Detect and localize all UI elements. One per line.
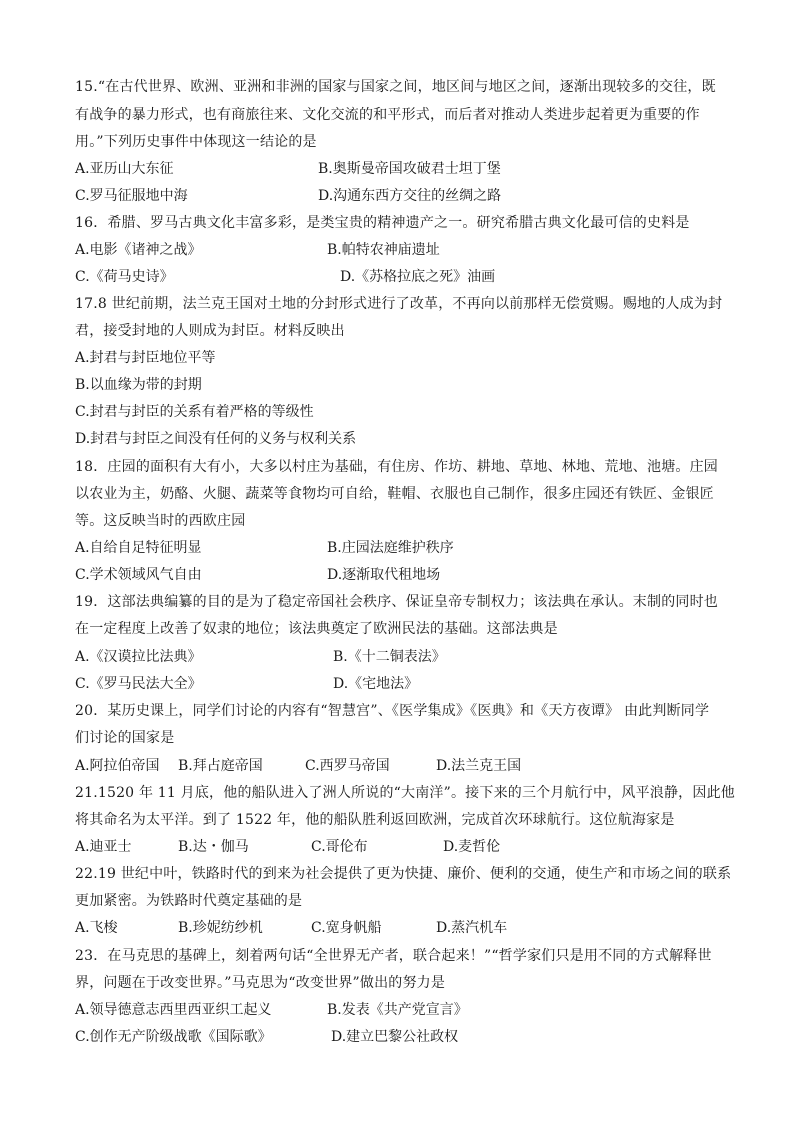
question-17-option-d: D.封君与封臣之间没有任何的义务与权利关系 xyxy=(75,431,357,447)
question-18-option-c: C.学术领域风气自由 xyxy=(75,567,202,583)
question-15-option-b: B.奥斯曼帝国攻破君士坦丁堡 xyxy=(318,161,501,177)
question-20-option-d: D.法兰克王国 xyxy=(436,758,522,774)
question-18-option-d: D.逐渐取代租地场 xyxy=(327,567,441,583)
question-23-option-c: C.创作无产阶级战歌《国际歌》 xyxy=(75,1029,272,1045)
question-23-stem-line-2: 界，问题在于改变世界。”马克思为“改变世界”做出的努力是 xyxy=(75,975,446,991)
question-21-stem-line-2: 将其命名为太平洋。到了 1522 年，他的船队胜利返回欧洲，完成首次环球航行。这位航海家是 xyxy=(75,812,675,828)
question-21-option-a: A.迪亚士 xyxy=(75,839,132,855)
question-15-stem-line-1: 15.“在古代世界、欧洲、亚洲和非洲的国家与国家之间，地区间与地区之间，逐渐出现较多的交往，既 xyxy=(75,79,716,95)
question-22-option-b: B.珍妮纺纱机 xyxy=(178,920,263,936)
question-21-option-d: D.麦哲伦 xyxy=(443,839,501,855)
question-19-option-d: D.《宅地法》 xyxy=(333,676,419,692)
question-21-option-b: B.达・伽马 xyxy=(178,839,249,855)
question-17-stem-line-1: 17.8 世纪前期，法兰克王国对土地的分封形式进行了改革，不再向以前那样无偿赏赐。赐地的人成为封 xyxy=(75,296,723,312)
question-20-option-c: C.西罗马帝国 xyxy=(305,758,390,774)
question-23-option-a: A.领导德意志西里西亚织工起义 xyxy=(75,1002,272,1018)
question-19-stem-line-2: 在一定程度上改善了奴隶的地位；该法典奠定了欧洲民法的基础。这部法典是 xyxy=(75,621,558,637)
question-19-option-c: C.《罗马民法大全》 xyxy=(75,676,202,692)
question-23-stem-line-1: 23．在马克思的基碑上，刻着两句话“全世界无产者，联合起来！”“哲学家们只是用不同的方式解释世 xyxy=(75,948,712,964)
question-23-option-b: B.发表《共产党宣言》 xyxy=(327,1002,468,1018)
question-15-stem-line-2: 有战争的暴力形式，也有商旅往来、文化交流的和平形式，而后者对推动人类进步起着更为重要的作 xyxy=(75,107,700,123)
question-18-option-b: B.庄园法庭维护秩序 xyxy=(327,540,454,556)
question-17-stem-line-2: 君，接受封地的人则成为封臣。材料反映出 xyxy=(75,323,345,339)
question-20-stem-line-1: 20．某历史课上，同学们讨论的内容有“智慧宫”、《医学集成》《医典》和《天方夜谭》 由此判断同学 xyxy=(75,703,710,719)
question-19-stem-line-1: 19．这部法典编纂的目的是为了稳定帝国社会秩序、保证皇帝专制权力；该法典在承认。末制的同时也 xyxy=(75,594,719,610)
question-15-option-d: D.沟通东西方交往的丝绸之路 xyxy=(318,188,502,204)
question-15-option-c: C.罗马征服地中海 xyxy=(75,188,188,204)
question-20-option-a: A.阿拉伯帝国 xyxy=(75,758,160,774)
question-22-option-a: A.飞梭 xyxy=(75,920,118,936)
question-17-option-a: A.封君与封臣地位平等 xyxy=(75,350,216,366)
question-18-option-a: A.自给自足特征明显 xyxy=(75,540,202,556)
question-21-option-c: C.哥伦布 xyxy=(311,839,368,855)
question-22-stem-line-2: 更加紧密。为铁路时代奠定基础的是 xyxy=(75,893,303,909)
question-22-stem-line-1: 22.19 世纪中叶，铁路时代的到来为社会提供了更为快捷、廉价、便利的交通，使生产和市场之间的联系 xyxy=(75,866,732,882)
question-15-option-a: A.亚历山大东征 xyxy=(75,161,174,177)
question-18-stem-line-1: 18．庄园的面积有大有小，大多以村庄为基础，有住房、作坊、耕地、草地、林地、荒地、池塘。庄园 xyxy=(75,459,719,475)
question-17-option-c: C.封君与封臣的关系有着严格的等级性 xyxy=(75,404,314,420)
question-18-stem-line-3: 等。这反映当时的西欧庄园 xyxy=(75,513,246,529)
question-16-option-a: A.电影《诸神之战》 xyxy=(75,242,202,258)
question-18-stem-line-2: 以农业为主，奶酪、火腿、蔬菜等食物均可自给，鞋帽、衣服也自己制作，很多庄园还有铁匠、金银匠 xyxy=(75,486,714,502)
question-21-stem-line-1: 21.1520 年 11 月底，他的船队进入了洲人所说的“大南洋”。接下来的三个月航行中，风平浪静，因此他 xyxy=(75,785,735,801)
question-22-option-c: C.宽身帆船 xyxy=(311,920,382,936)
question-16-option-d: D.《苏格拉底之死》油画 xyxy=(340,269,496,285)
question-19-option-a: A.《汉谟拉比法典》 xyxy=(75,649,202,665)
question-16-option-b: B.帕特农神庙遗址 xyxy=(327,242,440,258)
question-16-stem-line-1: 16．希腊、罗马古典文化丰富多彩，是类宝贵的精神遗产之一。研究希腊古典文化最可信的史料是 xyxy=(75,215,690,231)
question-20-stem-line-2: 们讨论的国家是 xyxy=(75,730,175,746)
question-17-option-b: B.以血缘为带的封期 xyxy=(75,377,202,393)
question-20-option-b: B.拜占庭帝国 xyxy=(178,758,263,774)
question-15-stem-line-3: 用。”下列历史事件中体现这一结论的是 xyxy=(75,134,317,150)
question-22-option-d: D.蒸汽机车 xyxy=(436,920,508,936)
question-19-option-b: B.《十二铜表法》 xyxy=(333,649,446,665)
question-16-option-c: C.《荷马史诗》 xyxy=(75,269,174,285)
question-23-option-d: D.建立巴黎公社政权 xyxy=(331,1029,459,1045)
